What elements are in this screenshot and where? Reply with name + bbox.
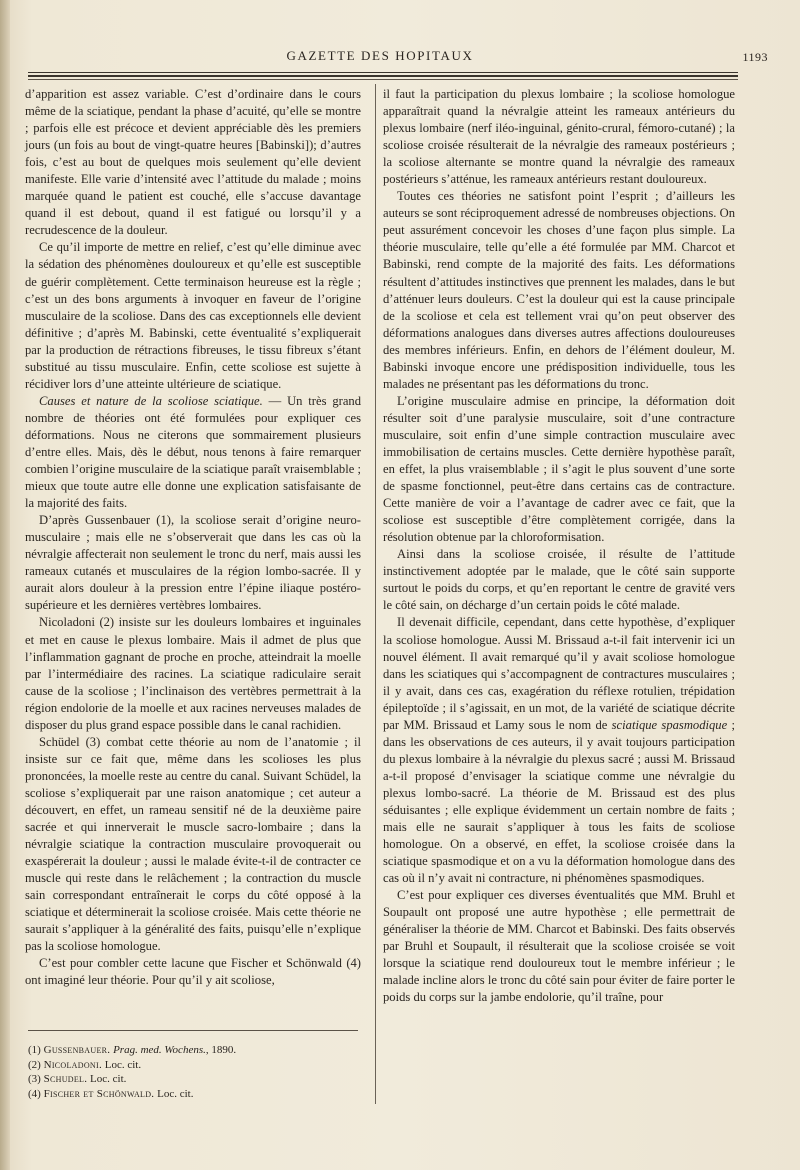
- header-rule-top: [28, 72, 738, 73]
- paragraph: Ce qu’il importe de mettre en relief, c’est qu’elle diminue avec la sédation des phénomènes douloureux et qu’elle est susceptible de guérir complètement. Cette terminaison heureuse est la règle ; c’est un des bons arguments à invoquer en faveur de l’origine musculaire de la scoliose. Dans des cas exceptionnels elle devient définitive ; d’après M. Babinski, cette éventualité s’expliquerait par la production de rétractions fibreuses, le tissu fibreux s’étant substitué au tissu musculaire. Enfin, cette scoliose est sujette à récidiver lors d’une atteinte ultérieure de sciatique.: [25, 240, 361, 391]
- book-spine-shadow: [0, 0, 10, 1170]
- footnote-author: Fischer et Schönwald.: [43, 1087, 155, 1100]
- left-column: [25, 86, 361, 989]
- footnote-author: Gussenbauer.: [43, 1044, 111, 1056]
- section-heading: Causes et nature de la scoliose sciatique.: [39, 393, 263, 408]
- paragraph: Schüdel (3) combat cette théorie au nom de l’anatomie ; il insiste sur ce fait que, même dans les scolioses les plus prononcées, la moelle reste au centre du canal. Suivant Schüdel, la scoliose s’expliquerait par une raison anatomique ; cet auteur a découvert, en effet, un rameau sensitif né de la deuxième paire sacrée et qui innerverait le muscle sacro-lombaire ; dans la névralgie sciatique la contraction musculaire provoquerait ou exaspérerait la douleur ; aussi le malade évite-t-il de contracter ce muscle qui reste dans le relâchement ; la contraction du muscle sain correspondant entraînerait le corps du côté opposé à la sciatique et déterminerait la scoliose croisée. Mais cette théorie ne saurait s’appliquer à la généralité des faits, puisqu’elle n’explique pas la scoliose homologue.: [25, 734, 361, 954]
- paragraph: C’est pour combler cette lacune que Fischer et Schönwald (4) ont imaginé leur théorie. Pour qu’il y ait scoliose,: [25, 956, 361, 988]
- footnote-number: (2): [28, 1058, 41, 1071]
- italic-term: sciatique spasmodique: [611, 717, 728, 732]
- footnote-tail: Loc. cit.: [102, 1058, 142, 1071]
- header-rule-bottom: [28, 79, 738, 80]
- footnotes: [28, 1043, 358, 1101]
- paragraph: [25, 393, 361, 512]
- footnote-number: (4): [28, 1087, 41, 1100]
- footnote-tail: , 1890.: [205, 1044, 237, 1056]
- paragraph-text: — Un très grand nombre de théories ont été formulées pour expliquer ces déformations. Nous ne citerons que sommairement plusieurs d’entre elles. Mais, dès le début, nous tenons à faire remarquer combien l’origine musculaire de la sciatique paraît vraisemblable ; mieux que toute autre elle donne une explication satisfaisante de la majorité des faits.: [25, 393, 361, 511]
- footnote: [28, 1087, 358, 1102]
- footnote-number: (1): [28, 1044, 41, 1056]
- paragraph: Nicoladoni (2) insiste sur les douleurs lombaires et inguinales et met en cause le plexus lombaire. Mais il admet de plus que l’inflammation gagnant de proche en proche, atteindrait la moelle par l’intermédiaire des racines. La sciatique radiculaire serait cause de la scoliose ; l’inclinaison des vertèbres permettrait à la région endolorie de la moelle et aux racines nerveuses malades de disposer du plus grand espace possible dans le canal rachidien.: [25, 615, 361, 732]
- journal-title: GAZETTE DES HOPITAUX: [286, 48, 474, 63]
- footnote-number: (3): [28, 1073, 41, 1086]
- footnote-tail: Loc. cit.: [87, 1073, 127, 1086]
- paragraph: Toutes ces théories ne satisfont point l’esprit ; d’ailleurs les auteurs se sont réciproquement adressé de nombreuses objections. On peut assurément concevoir les choses d’une façon plus simple. La théorie musculaire, telle qu’elle a été formulée par MM. Charcot et Babinski, rend compte de la majorité des faits. Les déformations résultent d’attitudes instinctives que prennent les malades, dans le but d’atténuer leurs douleurs. C’est la douleur qui est la cause principale de la scoliose et cela est tellement vrai qu’on peut observer des déformations analogues dans diverses autres affections douloureuses des membres inférieurs. Enfin, en dehors de l’élément douleur, M. Babinski invoque encore une prédisposition individuelle, tous les malades ne présentant pas les déformations du tronc.: [383, 189, 735, 391]
- footnote: [28, 1043, 358, 1058]
- footnote-author: Nicoladoni.: [43, 1058, 103, 1071]
- running-header: [20, 48, 768, 68]
- footnote-tail: Loc. cit.: [154, 1087, 194, 1100]
- paragraph: [383, 614, 735, 887]
- paragraph-text: ; dans les observations de ces auteurs, il y avait toujours participation du plexus lombaire à la névralgie du plexus sacré ; aussi M. Brissaud a-t-il proposé d’envisager la sciatique comme une névralgie du plexus lombo-sacré. La théorie de M. Brissaud est des plus séduisantes ; elle explique évidemment un certain nombre de faits ; mais elle ne saurait s’appliquer à tous les faits de scoliose homologue. On a observé, en effet, la scoliose croisée dans la sciatique spasmodique et on a vu la déformation homologue dans des cas où il n’y avait ni contracture, ni phénomènes spasmodiques.: [383, 717, 736, 886]
- right-column: [383, 86, 735, 1007]
- paragraph: L’origine musculaire admise en principe, la déformation doit résulter soit d’une paralysie musculaire, soit d’une contracture musculaire, soit enfin d’une simple contraction musculaire avec immobilisation de certains muscles. Cette dernière hypothèse paraît, en effet, la plus vraisemblable ; il s’agit le plus souvent d’une sorte de spasme fonctionnel, peut-être dans certains cas de contracture. Cette manière de voir a l’avantage de cadrer avec ce fait, que la scoliose est susceptible d’être complètement corrigée, dans la résolution obtenue par la chloroformisation.: [383, 393, 735, 545]
- footnote-reference: Prag. med. Wochens.: [113, 1044, 206, 1056]
- paragraph: il faut la participation du plexus lombaire ; la scoliose homologue apparaîtrait quand la névralgie atteint les rameaux antérieurs du plexus lombaire (nerf iléo-inguinal, génito-crural, fémoro-cutané) ; la scoliose croisée résulterait de la névralgie des rameaux postérieurs ; la scoliose alternante se montre quand la névralgie des rameaux postérieurs s’atténue, les rameaux antérieurs restant douloureux.: [383, 87, 735, 187]
- footnote-author: Schudel.: [43, 1073, 88, 1086]
- footnote: [28, 1072, 358, 1087]
- paragraph: D’après Gussenbauer (1), la scoliose serait d’origine neuro-musculaire ; mais elle ne s’observerait que dans les cas où la névralgie affecterait non seulement le tronc du nerf, mais aussi les rameaux cutanés et musculaires de la région lombo-sacrée. Il y aurait alors douleur à la pression entre l’épine iliaque postéro-supérieure et les dernières vertèbres lombaires.: [25, 513, 361, 613]
- page-number: 1193: [742, 50, 768, 64]
- footnote-rule: [28, 1030, 358, 1031]
- paragraph: Ainsi dans la scoliose croisée, il résulte de l’attitude instinctivement adoptée par le malade, que le côté sain supporte surtout le poids du corps, et qu’en reportant le centre de gravité vers le côté sain, on décharge d’un certain poids le côté malade.: [383, 547, 735, 613]
- paragraph-text: Il devenait difficile, cependant, dans cette hypothèse, d’expliquer la scoliose homologue. Aussi M. Brissaud a-t-il fait intervenir ici un nouvel élément. Il avait remarqué qu’il y avait scoliose homologue dans les sciatiques qui s’accompagnent de contractures musculaires ; il y avait, dans ces cas, exagération du réflexe rotulien, trépidation épileptoïde ; il s’agissait, en un mot, de la variété de sciatique décrite par MM. Brissaud et Lamy sous le nom de: [383, 615, 735, 732]
- paragraph: C’est pour expliquer ces diverses éventualités que MM. Bruhl et Soupault ont proposé une autre hypothèse ; elle permettrait de généraliser la théorie de MM. Charcot et Babinski. Des faits observés par Bruhl et Soupault, il résulterait que la scoliose croisée se voit lorsque la sciatique rend douloureux tout le membre inférieur ; le malade incline alors le tronc du côté sain pour éviter de faire porter le poids du corps sur la jambe endolorie, qu’il traîne, pour: [383, 888, 735, 1005]
- header-rule-thick: [28, 75, 738, 77]
- footnote: [28, 1058, 358, 1073]
- column-divider: [375, 84, 376, 1104]
- paragraph: d’apparition est assez variable. C’est d’ordinaire dans le cours même de la sciatique, pendant la phase d’acuité, qu’elle se montre ; parfois elle est précoce et devient appréciable dès les premiers jours (un fois au bout de vingt-quatre heures [Babinski]); d’autres fois, c’est au bout de quelques mois seulement qu’elle devient manifeste. Elle varie d’intensité avec l’attitude du malade ; moins marquée quand le patient est couché, elle s’accuse davantage quand il est debout, quand il est fatigué ou lorsqu’il y a recrudescence de la douleur.: [25, 87, 361, 238]
